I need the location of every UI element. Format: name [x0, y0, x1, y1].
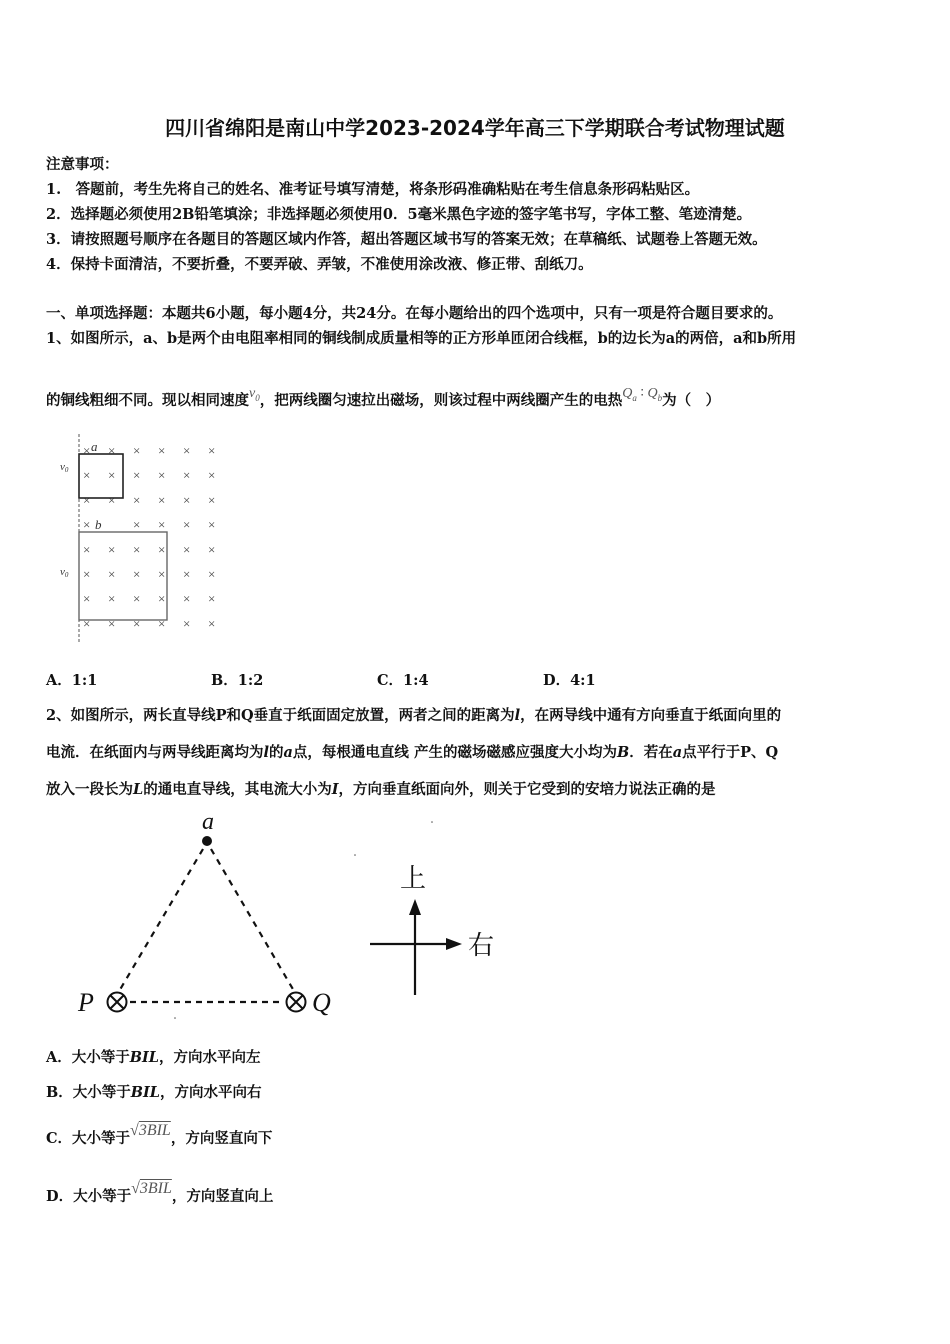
coil-a-label: a: [91, 439, 98, 454]
field-cross: ×: [133, 492, 141, 508]
q2-option-a[interactable]: A．大小等于BIL，方向水平向左: [46, 1049, 261, 1066]
field-cross: ×: [133, 591, 141, 607]
field-cross: ×: [108, 591, 116, 607]
field-cross: ×: [133, 566, 141, 582]
field-cross: ×: [208, 615, 216, 631]
field-cross: ×: [208, 492, 216, 508]
q2-line-1: 2、如图所示，两长直导线P和Q垂直于纸面固定放置，两者之间的距离为l，在两导线中通有方向垂直于纸面向里的: [46, 707, 782, 724]
coil-b-label: b: [95, 517, 102, 532]
field-cross: ×: [208, 517, 216, 533]
field-cross: ×: [133, 443, 141, 458]
field-cross: ×: [183, 566, 191, 582]
q2-line-3: 放入一段长为L的通电直导线，其电流大小为I，方向垂直纸面向外，则关于它受到的安培力说法正确的是: [46, 781, 716, 798]
field-cross: ×: [158, 467, 166, 483]
direction-right-label: 右: [468, 931, 495, 960]
q1-option-b[interactable]: B．1:2: [211, 672, 264, 689]
field-cross: ×: [208, 591, 216, 607]
field-cross: ×: [158, 443, 166, 458]
field-cross: ×: [83, 467, 91, 483]
field-cross: ×: [108, 566, 116, 582]
field-cross: ×: [183, 492, 191, 508]
q2-option-c[interactable]: C．大小等于√3BIL，方向竖直向下: [46, 1122, 273, 1147]
field-cross: ×: [183, 591, 191, 607]
q2-option-c-formula: √3BIL: [130, 1122, 171, 1139]
line-a-to-p: [118, 849, 203, 993]
page-title: 四川省绵阳是南山中学2023-2024学年高三下学期联合考试物理试题: [165, 116, 785, 140]
field-cross: ×: [83, 566, 91, 582]
field-cross: ×: [133, 615, 141, 631]
field-cross: ×: [83, 443, 91, 458]
q1-line-1: 1、如图所示，a、b是两个由电阻率相同的铜线制成质量相等的正方形单匝闭合线框，b的边长为a的两倍，a和b所用: [46, 330, 797, 347]
q2-option-d[interactable]: D．大小等于√3BIL，方向竖直向上: [46, 1180, 274, 1205]
point-a: [202, 836, 212, 846]
coil-b: [79, 532, 167, 620]
field-cross: ×: [158, 541, 166, 557]
wire-q-current-into-page-icon: [287, 993, 306, 1012]
q1-option-a[interactable]: A．1:1: [46, 672, 98, 689]
q2-option-d-formula: √3BIL: [131, 1180, 172, 1197]
field-cross: ×: [158, 591, 166, 607]
field-cross: ×: [108, 443, 116, 458]
field-cross: ×: [183, 517, 191, 533]
field-cross: ×: [108, 541, 116, 557]
notice-item-3: 3．请按照题号顺序在各题目的答题区域内作答，超出答题区域书写的答案无效；在草稿纸、试题卷上答题无效。: [46, 231, 767, 248]
q1-option-c[interactable]: C．1:4: [377, 672, 429, 689]
field-cross: ×: [208, 443, 216, 458]
coil-b-velocity: v0: [60, 566, 69, 579]
field-cross: ×: [83, 591, 91, 607]
section-heading: 一、单项选择题：本题共6小题，每小题4分，共24分。在每小题给出的四个选项中，只有一项是符合题目要求的。: [46, 305, 783, 322]
notice-item-2: 2．选择题必须使用2B铅笔填涂；非选择题必须使用0．5毫米黑色字迹的签字笔书写，字体工整、笔迹清楚。: [46, 206, 752, 223]
wire-q-label: Q: [312, 988, 331, 1017]
field-cross: ×: [158, 492, 166, 508]
field-cross: ×: [83, 615, 91, 631]
field-cross: ×: [208, 566, 216, 582]
q1-v0: $v_0$: [249, 386, 260, 403]
field-cross: ×: [83, 492, 91, 508]
direction-compass: [370, 864, 494, 995]
q2-line-2: 电流．在纸面内与两导线距离均为l的a点，每根通电直线 产生的磁场磁感应强度大小均为B．若在a点平行于P、Q: [46, 744, 779, 761]
q1-option-d[interactable]: D．4:1: [543, 672, 596, 689]
field-cross: ×: [108, 467, 116, 483]
line-a-to-q: [211, 849, 294, 991]
notice-item-4: 4．保持卡面清洁，不要折叠，不要弄破、弄皱，不准使用涂改液、修正带、刮纸刀。: [46, 256, 593, 273]
field-cross: ×: [208, 467, 216, 483]
wire-p-label: P: [78, 988, 94, 1017]
field-cross: ×: [183, 443, 191, 458]
q2-figure: [60, 805, 520, 1030]
field-cross: ×: [133, 517, 141, 533]
direction-up-label: 上: [400, 864, 427, 893]
field-cross: ×: [158, 615, 166, 631]
notice-heading: 注意事项：: [46, 156, 119, 173]
q1-heat-ratio: $Q_a$ ∶ $Q_b$: [622, 386, 663, 403]
field-cross: ×: [133, 541, 141, 557]
field-cross: ×: [158, 566, 166, 582]
field-cross: ×: [108, 615, 116, 631]
notice-item-1: 1. 答题前，考生先将自己的姓名、准考证号填写清楚，将条形码准确粘贴在考生信息条形码粘贴区。: [46, 181, 700, 198]
field-cross: ×: [183, 615, 191, 631]
field-cross: ×: [158, 517, 166, 533]
q1-line-2: 的铜线粗细不同。现以相同速度$v_0$，把两线圈匀速拉出磁场，则该过程中两线圈产生的电热$Q_a$ ∶ $Q_b$为（ ）: [46, 386, 721, 409]
point-a-label: a: [202, 809, 214, 835]
wire-p-current-into-page-icon: [108, 993, 127, 1012]
magnetic-field-crosses: [83, 443, 215, 631]
field-cross: ×: [108, 492, 116, 508]
field-cross: ×: [183, 541, 191, 557]
field-cross: ×: [83, 517, 91, 533]
field-cross: ×: [83, 541, 91, 557]
q1-figure: [50, 432, 230, 644]
field-cross: ×: [133, 467, 141, 483]
field-cross: ×: [208, 541, 216, 557]
coil-a-velocity: v0: [60, 461, 69, 474]
q2-option-b[interactable]: B．大小等于BIL，方向水平向右: [46, 1084, 262, 1101]
field-cross: ×: [183, 467, 191, 483]
